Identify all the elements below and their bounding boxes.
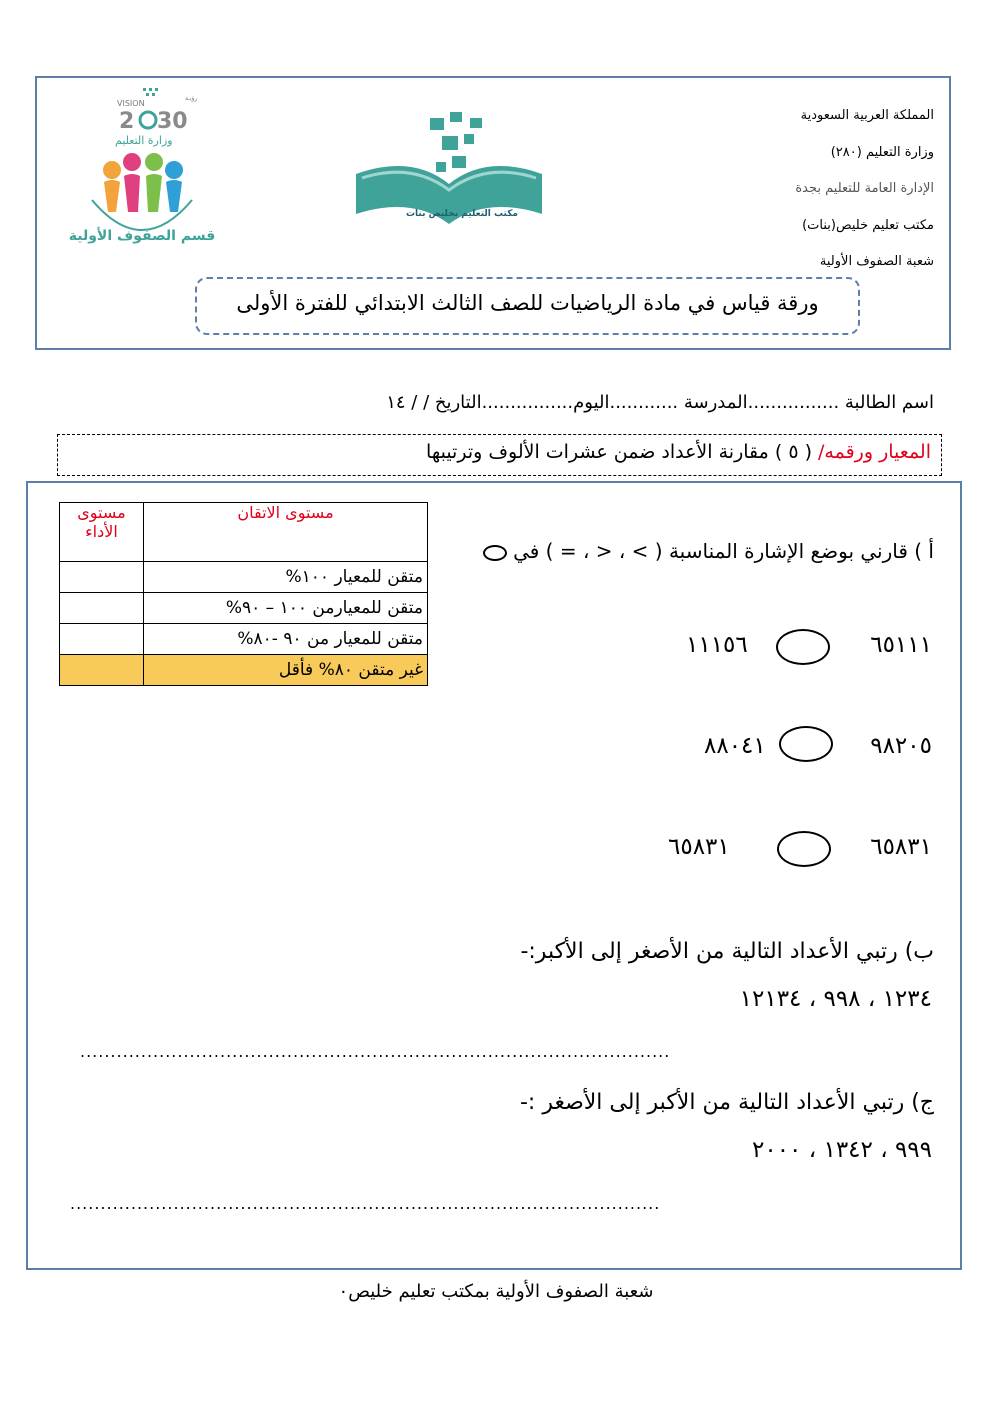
worksheet-title: ورقة قياس في مادة الرياضيات للصف الثالث الابتدائي للفترة الأولى bbox=[236, 291, 819, 315]
standard-label: المعيار ورقمه/ bbox=[818, 441, 931, 463]
table-row bbox=[60, 655, 428, 686]
header-office: مكتب تعليم خليص(بنات) bbox=[802, 218, 934, 233]
table-row bbox=[60, 593, 428, 624]
education-office-logo bbox=[352, 104, 546, 232]
svg-text:وزارة التعليم: وزارة التعليم bbox=[115, 134, 173, 147]
compare-right-number: ١١١٥٦ bbox=[686, 632, 748, 658]
mastery-level-cell: متقن للمعيارمن ١٠٠ – ٩٠% bbox=[144, 593, 428, 624]
question-c-answer-line[interactable]: ................................................................................................. bbox=[70, 1194, 661, 1213]
compare-left-number: ٦٥٨٣١ bbox=[870, 834, 932, 860]
performance-cell[interactable] bbox=[60, 593, 144, 624]
mastery-table bbox=[59, 502, 428, 686]
table-row bbox=[60, 562, 428, 593]
svg-text:VISION: VISION bbox=[117, 99, 145, 108]
header-directorate: الإدارة العامة للتعليم بجدة bbox=[795, 181, 934, 196]
mastery-table-header bbox=[60, 503, 428, 562]
performance-cell[interactable] bbox=[60, 624, 144, 655]
performance-cell[interactable] bbox=[60, 562, 144, 593]
compare-left-number: ٩٨٢٠٥ bbox=[870, 733, 932, 759]
compare-answer-oval[interactable] bbox=[779, 726, 833, 762]
footer-text: شعبة الصفوف الأولية بمكتب تعليم خليص٠ bbox=[338, 1281, 654, 1302]
svg-text:رؤيـة: رؤيـة bbox=[185, 95, 198, 102]
oval-symbol-icon bbox=[483, 545, 507, 561]
compare-right-number: ٨٨٠٤١ bbox=[704, 733, 766, 759]
question-a-prompt bbox=[483, 539, 934, 563]
compare-answer-oval[interactable] bbox=[776, 629, 830, 665]
standard-description: ( ٥ ) مقارنة الأعداد ضمن عشرات الألوف وترتيبها bbox=[426, 441, 819, 463]
vision-2030-logo bbox=[105, 86, 217, 150]
compare-left-number: ٦٥١١١ bbox=[870, 632, 932, 658]
mastery-level-cell: متقن للمعيار من ٩٠ -٨٠% bbox=[144, 624, 428, 655]
title-box bbox=[195, 277, 860, 335]
mastery-level-cell: متقن للمعيار ١٠٠% bbox=[144, 562, 428, 593]
svg-text:2: 2 bbox=[119, 109, 135, 134]
question-b-answer-line[interactable]: ................................................................................................. bbox=[80, 1042, 671, 1061]
compare-answer-oval[interactable] bbox=[777, 831, 831, 867]
office-logo-text: مكتب التعليم بخليص بنات bbox=[406, 209, 518, 219]
header-ministry: وزارة التعليم (٢٨٠) bbox=[830, 145, 934, 160]
student-info-line: اسم الطالبة ................المدرسة ............اليوم................التاريخ / / ١٤ bbox=[386, 392, 934, 413]
primary-grades-logo bbox=[68, 150, 216, 250]
standard-box bbox=[57, 434, 942, 476]
question-a-prompt-text: أ ) قارني بوضع الإشارة المناسبة ( > ، < ، = ) في bbox=[513, 539, 934, 563]
table-row bbox=[60, 624, 428, 655]
mastery-level-cell: غير متقن ٨٠% فأقل bbox=[144, 655, 428, 686]
header-division: شعبة الصفوف الأولية bbox=[819, 254, 934, 269]
question-c-prompt: ج) رتبي الأعداد التالية من الأكبر إلى الأصغر :- bbox=[519, 1090, 934, 1115]
performance-cell[interactable] bbox=[60, 655, 144, 686]
svg-text:30: 30 bbox=[157, 109, 188, 134]
standard-text bbox=[426, 441, 931, 463]
question-c-numbers: ٩٩٩ ، ١٣٤٢ ، ٢٠٠٠ bbox=[752, 1137, 932, 1163]
header-country: المملكة العربية السعودية bbox=[800, 108, 934, 123]
compare-right-number: ٦٥٨٣١ bbox=[668, 834, 730, 860]
mastery-level-header: مستوى الاتقان bbox=[144, 503, 428, 562]
performance-level-header: مستوى الأداء bbox=[60, 503, 144, 562]
question-b-numbers: ١٢٣٤ ، ٩٩٨ ، ١٢١٣٤ bbox=[739, 986, 932, 1012]
question-b-prompt: ب) رتبي الأعداد التالية من الأصغر إلى الأكبر:- bbox=[520, 939, 934, 964]
svg-text:قسم الصفوف الأولية: قسم الصفوف الأولية bbox=[68, 228, 216, 244]
